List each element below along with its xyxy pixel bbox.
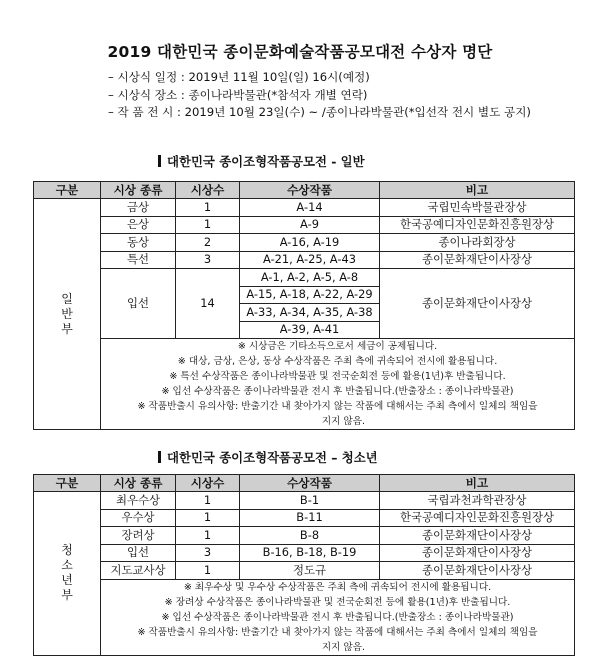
award-count: 2 <box>176 234 240 252</box>
award-works: A-21, A-25, A-43 <box>240 251 380 269</box>
award-count: 1 <box>176 216 240 234</box>
award-works: 정도규 <box>240 562 380 580</box>
notes-row <box>34 339 575 430</box>
ceremony-date: – 시상식 일정 : 2019년 11월 10일(일) 16시(예정) <box>108 70 370 84</box>
notes-row <box>34 579 575 655</box>
award-works: A-14 <box>240 199 380 217</box>
award-type: 입선 <box>101 544 176 562</box>
award-count: 1 <box>176 509 240 527</box>
award-count: 1 <box>176 562 240 580</box>
header-count: 시상수 <box>176 182 240 199</box>
award-note: 국립민속박물관장상 <box>380 199 575 217</box>
table-header-row <box>34 475 575 492</box>
award-works: A-16, A-19 <box>240 234 380 252</box>
award-works: A-33, A-34, A-35, A-38 <box>240 304 380 322</box>
award-note: 종이문화재단이사장상 <box>380 251 575 269</box>
section-marker <box>158 451 161 463</box>
header-count: 시상수 <box>176 475 240 492</box>
award-works: B-16, B-18, B-19 <box>240 544 380 562</box>
group-label-youth: 청 소 년 부 <box>34 492 101 656</box>
award-note: 국립과천과학관장상 <box>380 492 575 510</box>
header-note: 비고 <box>380 475 575 492</box>
award-type: 입선 <box>101 269 176 339</box>
award-works: A-9 <box>240 216 380 234</box>
table-row <box>34 216 575 234</box>
youth-table <box>33 474 575 656</box>
award-works: A-1, A-2, A-5, A-8 <box>240 269 380 287</box>
award-count: 1 <box>176 527 240 545</box>
table-row <box>34 234 575 252</box>
ceremony-place: – 시상식 장소 : 종이나라박물관(*참석자 개별 연락) <box>108 87 368 102</box>
award-type: 지도교사상 <box>101 562 176 580</box>
award-note: 종이문화재단이사장상 <box>380 562 575 580</box>
header-category: 구분 <box>34 182 101 199</box>
award-count: 3 <box>176 251 240 269</box>
group-label-general: 일 반 부 <box>34 199 101 430</box>
table-row <box>34 562 575 580</box>
exhibition-info: – 작 품 전 시 : 2019년 10월 23일(수) ~ /종이나라박물관(*입선작 전시 별도 공지) <box>108 105 531 119</box>
table-row <box>34 527 575 545</box>
award-works: B-1 <box>240 492 380 510</box>
award-count: 14 <box>176 269 240 339</box>
notes-youth: ※ 최우수상 및 우수상 수상작품은 주최 측에 귀속되어 전시에 활용됩니다. ※ 장려상 수상작품은 종이나라박물관 및 전국순회전 등에 활용(1년)후 반출됩니다. ※ 입선 수상작품은 종이나라박물관 전시 후 반출됩니다.(반출장소 : 종이나라박물관) ※ 작품반출시 유의사항: 반출기간 내 찾아가지 않는 작품에 대해서는 주최 측에서 일체의 책임을 지지 않음. <box>101 579 575 655</box>
award-works: A-39, A-41 <box>240 321 380 339</box>
table-row <box>34 269 575 287</box>
award-works: B-8 <box>240 527 380 545</box>
header-award-type: 시상 종류 <box>101 475 176 492</box>
section-title-youth-text: 대한민국 종이조형작품공모전 – 청소년 <box>167 450 378 465</box>
award-note: 종이문화재단이사장상 <box>380 269 575 339</box>
event-info <box>108 69 531 122</box>
award-type: 금상 <box>101 199 176 217</box>
header-works: 수상작품 <box>240 182 380 199</box>
award-type: 장려상 <box>101 527 176 545</box>
award-count: 1 <box>176 199 240 217</box>
award-type: 은상 <box>101 216 176 234</box>
award-type: 최우수상 <box>101 492 176 510</box>
award-note: 한국공예디자인문화진흥원장상 <box>380 216 575 234</box>
award-note: 한국공예디자인문화진흥원장상 <box>380 509 575 527</box>
header-category: 구분 <box>34 475 101 492</box>
header-award-type: 시상 종류 <box>101 182 176 199</box>
table-row <box>34 199 575 217</box>
award-note: 종이나라회장상 <box>380 234 575 252</box>
award-type: 특선 <box>101 251 176 269</box>
header-works: 수상작품 <box>240 475 380 492</box>
table-row <box>34 492 575 510</box>
section-title-general <box>158 152 365 170</box>
section-title-general-text: 대한민국 종이조형작품공모전 - 일반 <box>167 154 365 169</box>
award-works: B-11 <box>240 509 380 527</box>
award-count: 3 <box>176 544 240 562</box>
page-title: 2019 대한민국 종이문화예술작품공모대전 수상자 명단 <box>107 43 493 61</box>
award-type: 우수상 <box>101 509 176 527</box>
section-title-youth <box>158 448 378 466</box>
table-header-row <box>34 182 575 199</box>
notes-general: ※ 시상금은 기타소득으로서 세금이 공제됩니다. ※ 대상, 금상, 은상, 동상 수상작품은 주최 측에 귀속되어 전시에 활용됩니다. ※ 특선 수상작품은 종이나라박물관 및 전국순회전 등에 활용(1년)후 반출됩니다. ※ 입선 수상작품은 종이나라박물관 전시 후 반출됩니다.(반출장소 : 종이나라박물관) ※ 작품반출시 유의사항: 반출기간 내 찾아가지 않는 작품에 대해서는 주최 측에서 일체의 책임을 지지 않음. <box>101 339 575 430</box>
section-marker <box>158 155 161 167</box>
table-row <box>34 509 575 527</box>
table-row <box>34 544 575 562</box>
award-type: 동상 <box>101 234 176 252</box>
header-note: 비고 <box>380 182 575 199</box>
table-row <box>34 251 575 269</box>
award-note: 종이문화재단이사장상 <box>380 544 575 562</box>
award-works: A-15, A-18, A-22, A-29 <box>240 286 380 304</box>
award-count: 1 <box>176 492 240 510</box>
general-table <box>33 181 575 430</box>
award-note: 종이문화재단이사장상 <box>380 527 575 545</box>
